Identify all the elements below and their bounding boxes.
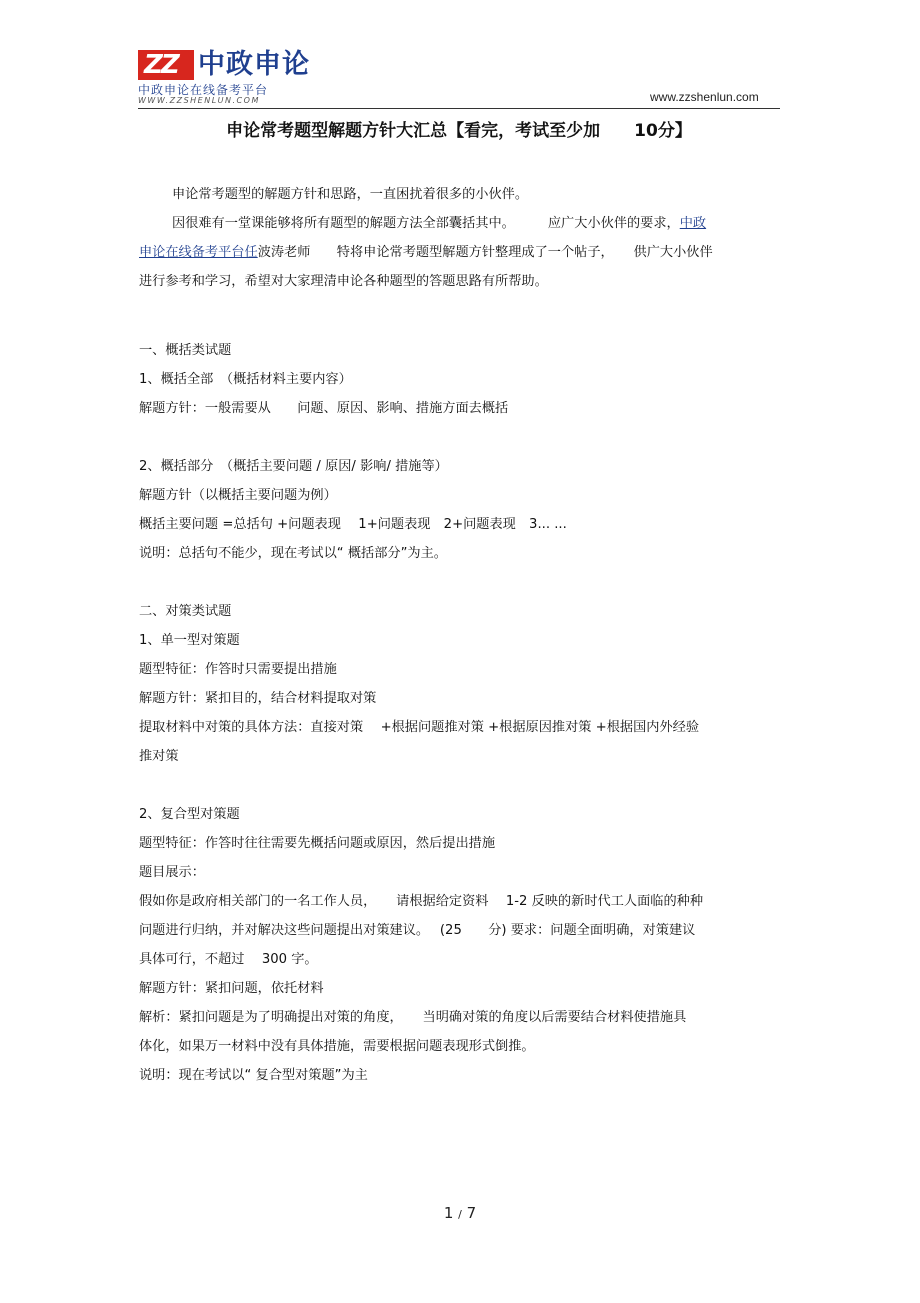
- document-body: [139, 180, 781, 1090]
- section-2-2-question-line-1: 假如你是政府相关部门的一名工作人员， 请根据给定资料 1-2 反映的新时代工人面临的种种: [139, 894, 704, 909]
- page-separator: /: [458, 1208, 462, 1221]
- section-1-2-title: 2、概括部分 （概括主要问题 / 原因/ 影响/ 措施等）: [139, 459, 448, 474]
- logo-name: 中政申论: [198, 49, 310, 80]
- document-title: 申论常考题型解题方针大汇总【看完，考试至少加 10分】: [226, 121, 692, 141]
- intro-paragraph-3: 进行参考和学习，希望对大家理清申论各种题型的答题思路有所帮助。: [139, 274, 548, 289]
- logo-subtitle: 中政申论在线备考平台: [138, 83, 269, 97]
- header-divider: [138, 108, 780, 109]
- section-1-2-note: 说明：总括句不能少，现在考试以“ 概括部分”为主。: [139, 546, 447, 561]
- section-1-heading: 一、概括类试题: [139, 343, 232, 358]
- intro-paragraph-1: 申论常考题型的解题方针和思路，一直困扰着很多的小伙伴。: [172, 187, 529, 202]
- site-url-link[interactable]: www.zzshenlun.com: [650, 90, 759, 104]
- section-2-1-method: 解题方针：紧扣目的，结合材料提取对策: [139, 691, 377, 706]
- section-2-2-method: 解题方针：紧扣问题，依托材料: [139, 981, 324, 996]
- section-1-1-title: 1、概括全部 （概括材料主要内容）: [139, 372, 352, 387]
- section-2-heading: 二、对策类试题: [139, 604, 232, 619]
- section-2-2-note: 说明：现在考试以“ 复合型对策题”为主: [139, 1068, 368, 1083]
- section-2-1-feature: 题型特征：作答时只需要提出措施: [139, 662, 337, 677]
- page-indicator: [0, 1204, 920, 1222]
- section-2-2-show: 题目展示：: [139, 865, 205, 880]
- section-2-2-feature: 题型特征：作答时往往需要先概括问题或原因，然后提出措施: [139, 836, 496, 851]
- intro-paragraph-2: 因很难有一堂课能够将所有题型的解题方法全部囊括其中。 应广大小伙伴的要求，中政: [172, 216, 707, 231]
- section-1-1-method: 解题方针：一般需要从 问题、原因、影响、措施方面去概括: [139, 401, 509, 416]
- section-2-1-title: 1、单一型对策题: [139, 633, 240, 648]
- section-2-1-steps-cont: 推对策: [139, 749, 179, 764]
- intro-paragraph-2-cont: 申论在线备考平台任波涛老师 特将申论常考题型解题方针整理成了一个帖子， 供广大小伙伴: [139, 245, 713, 260]
- section-2-1-steps: 提取材料中对策的具体方法：直接对策 +根据问题推对策 +根据原因推对策 +根据国内外经验: [139, 720, 700, 735]
- total-pages: 7: [466, 1204, 477, 1222]
- section-1-2-method: 解题方针（以概括主要问题为例）: [139, 488, 337, 503]
- platform-link-part1[interactable]: 中政: [679, 216, 707, 231]
- logo-mark: ZZ: [138, 50, 194, 80]
- section-2-2-question-line-2: 问题进行归纳，并对解决这些问题提出对策建议。 (25 分) 要求：问题全面明确，对策建议: [139, 923, 696, 938]
- current-page: 1: [443, 1204, 454, 1222]
- section-2-2-analysis-line-2: 体化，如果万一材料中没有具体措施，需要根据问题表现形式倒推。: [139, 1039, 535, 1054]
- section-2-2-question-line-3: 具体可行，不超过 300 字。: [139, 952, 318, 967]
- logo-url: WWW.ZZSHENLUN.COM: [138, 96, 260, 105]
- section-1-2-formula: 概括主要问题 =总括句 +问题表现 1+问题表现 2+问题表现 3... ...: [139, 517, 567, 532]
- section-2-2-analysis-line-1: 解析：紧扣问题是为了明确提出对策的角度， 当明确对策的角度以后需要结合材料使措施具: [139, 1010, 687, 1025]
- platform-link-part2[interactable]: 申论在线备考平台任: [139, 245, 258, 260]
- brand-logo[interactable]: [138, 46, 312, 106]
- section-2-2-title: 2、复合型对策题: [139, 807, 240, 822]
